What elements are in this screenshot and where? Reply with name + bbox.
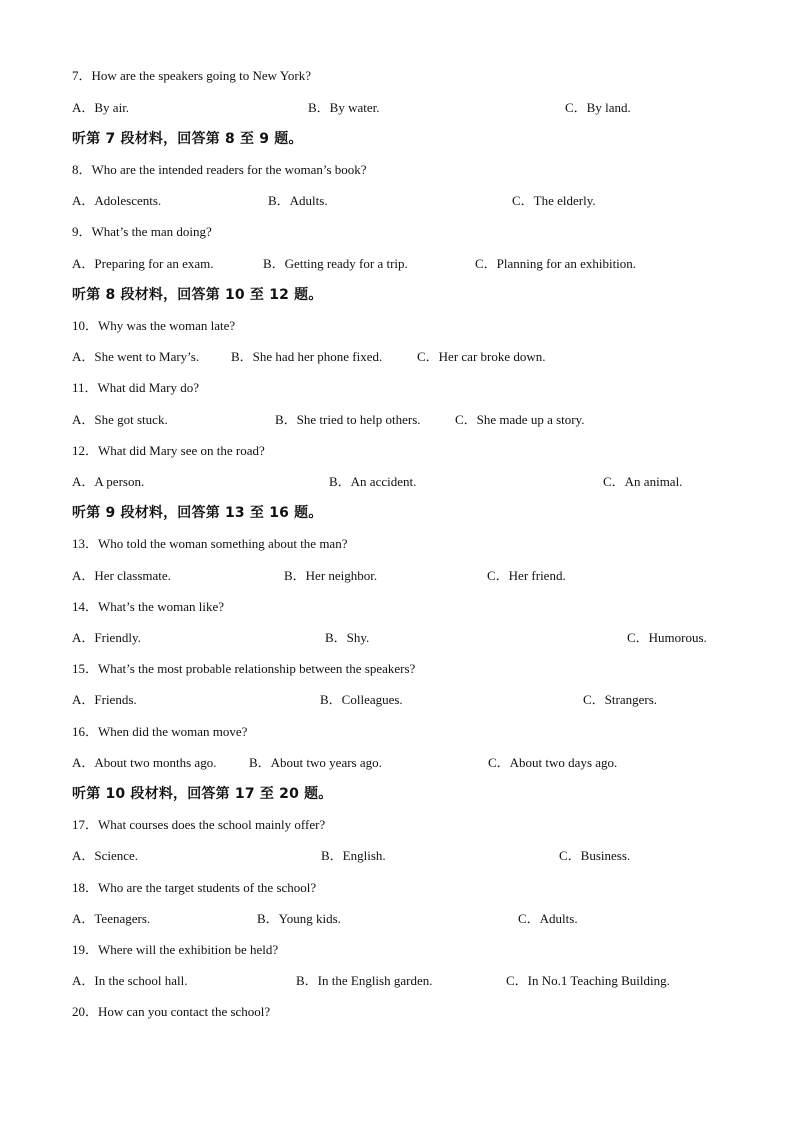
option-c[interactable]: C．About two days ago. — [488, 755, 618, 770]
option-a[interactable]: A．By air. — [72, 100, 130, 115]
question-7: 7．How are the speakers going to New York? — [72, 68, 312, 83]
option-a[interactable]: A．Teenagers. — [72, 911, 151, 926]
option-b[interactable]: B．Getting ready for a trip. — [263, 256, 408, 271]
section-heading-7: 听第 7 段材料，回答第 8 至 9 题。 — [72, 131, 303, 147]
option-a[interactable]: A．Her classmate. — [72, 568, 171, 583]
option-a[interactable]: A．Friendly. — [72, 630, 141, 645]
question-9: 9．What’s the man doing? — [72, 224, 212, 239]
question-16: 16．When did the woman move? — [72, 724, 248, 739]
question-11: 11．What did Mary do? — [72, 380, 199, 395]
option-c[interactable]: C．By land. — [565, 100, 631, 115]
option-a[interactable]: A．A person. — [72, 474, 145, 489]
option-b[interactable]: B．Adults. — [268, 193, 328, 208]
option-a[interactable]: A．Friends. — [72, 692, 137, 707]
option-a[interactable]: A．Adolescents. — [72, 193, 162, 208]
option-c[interactable]: C．Her friend. — [487, 568, 566, 583]
option-b[interactable]: B．By water. — [308, 100, 380, 115]
section-heading-10: 听第 10 段材料，回答第 17 至 20 题。 — [72, 786, 333, 802]
option-b[interactable]: B．Colleagues. — [320, 692, 403, 707]
question-20: 20．How can you contact the school? — [72, 1004, 271, 1019]
option-b[interactable]: B．Young kids. — [257, 911, 341, 926]
option-c[interactable]: C．Adults. — [518, 911, 578, 926]
option-a[interactable]: A．Preparing for an exam. — [72, 256, 214, 271]
option-b[interactable]: B．In the English garden. — [296, 973, 433, 988]
option-c[interactable]: C．She made up a story. — [455, 412, 585, 427]
option-c[interactable]: C．Humorous. — [627, 630, 707, 645]
option-c[interactable]: C．Strangers. — [583, 692, 658, 707]
option-b[interactable]: B．Her neighbor. — [284, 568, 378, 583]
option-a[interactable]: A．She went to Mary’s. — [72, 349, 200, 364]
question-8: 8．Who are the intended readers for the woman’s book? — [72, 162, 367, 177]
question-10: 10．Why was the woman late? — [72, 318, 236, 333]
option-b[interactable]: B．An accident. — [329, 474, 417, 489]
question-15: 15．What’s the most probable relationship between the speakers? — [72, 661, 416, 676]
option-a[interactable]: A．About two months ago. — [72, 755, 217, 770]
option-c[interactable]: C．An animal. — [603, 474, 683, 489]
option-a[interactable]: A．She got stuck. — [72, 412, 168, 427]
option-c[interactable]: C．The elderly. — [512, 193, 596, 208]
option-a[interactable]: A．In the school hall. — [72, 973, 188, 988]
option-b[interactable]: B．English. — [321, 848, 386, 863]
question-17: 17．What courses does the school mainly offer? — [72, 817, 326, 832]
question-13: 13．Who told the woman something about the man? — [72, 536, 348, 551]
option-c[interactable]: C．Her car broke down. — [417, 349, 546, 364]
option-c[interactable]: C．In No.1 Teaching Building. — [506, 973, 670, 988]
option-c[interactable]: C．Planning for an exhibition. — [475, 256, 637, 271]
option-a[interactable]: A．Science. — [72, 848, 139, 863]
section-heading-9: 听第 9 段材料，回答第 13 至 16 题。 — [72, 505, 323, 521]
question-19: 19．Where will the exhibition be held? — [72, 942, 279, 957]
question-18: 18．Who are the target students of the school? — [72, 880, 317, 895]
option-b[interactable]: B．She had her phone fixed. — [231, 349, 383, 364]
option-b[interactable]: B．Shy. — [325, 630, 370, 645]
option-c[interactable]: C．Business. — [559, 848, 631, 863]
option-b[interactable]: B．About two years ago. — [249, 755, 382, 770]
question-12: 12．What did Mary see on the road? — [72, 443, 265, 458]
section-heading-8: 听第 8 段材料，回答第 10 至 12 题。 — [72, 287, 323, 303]
question-14: 14．What’s the woman like? — [72, 599, 224, 614]
option-b[interactable]: B．She tried to help others. — [275, 412, 421, 427]
